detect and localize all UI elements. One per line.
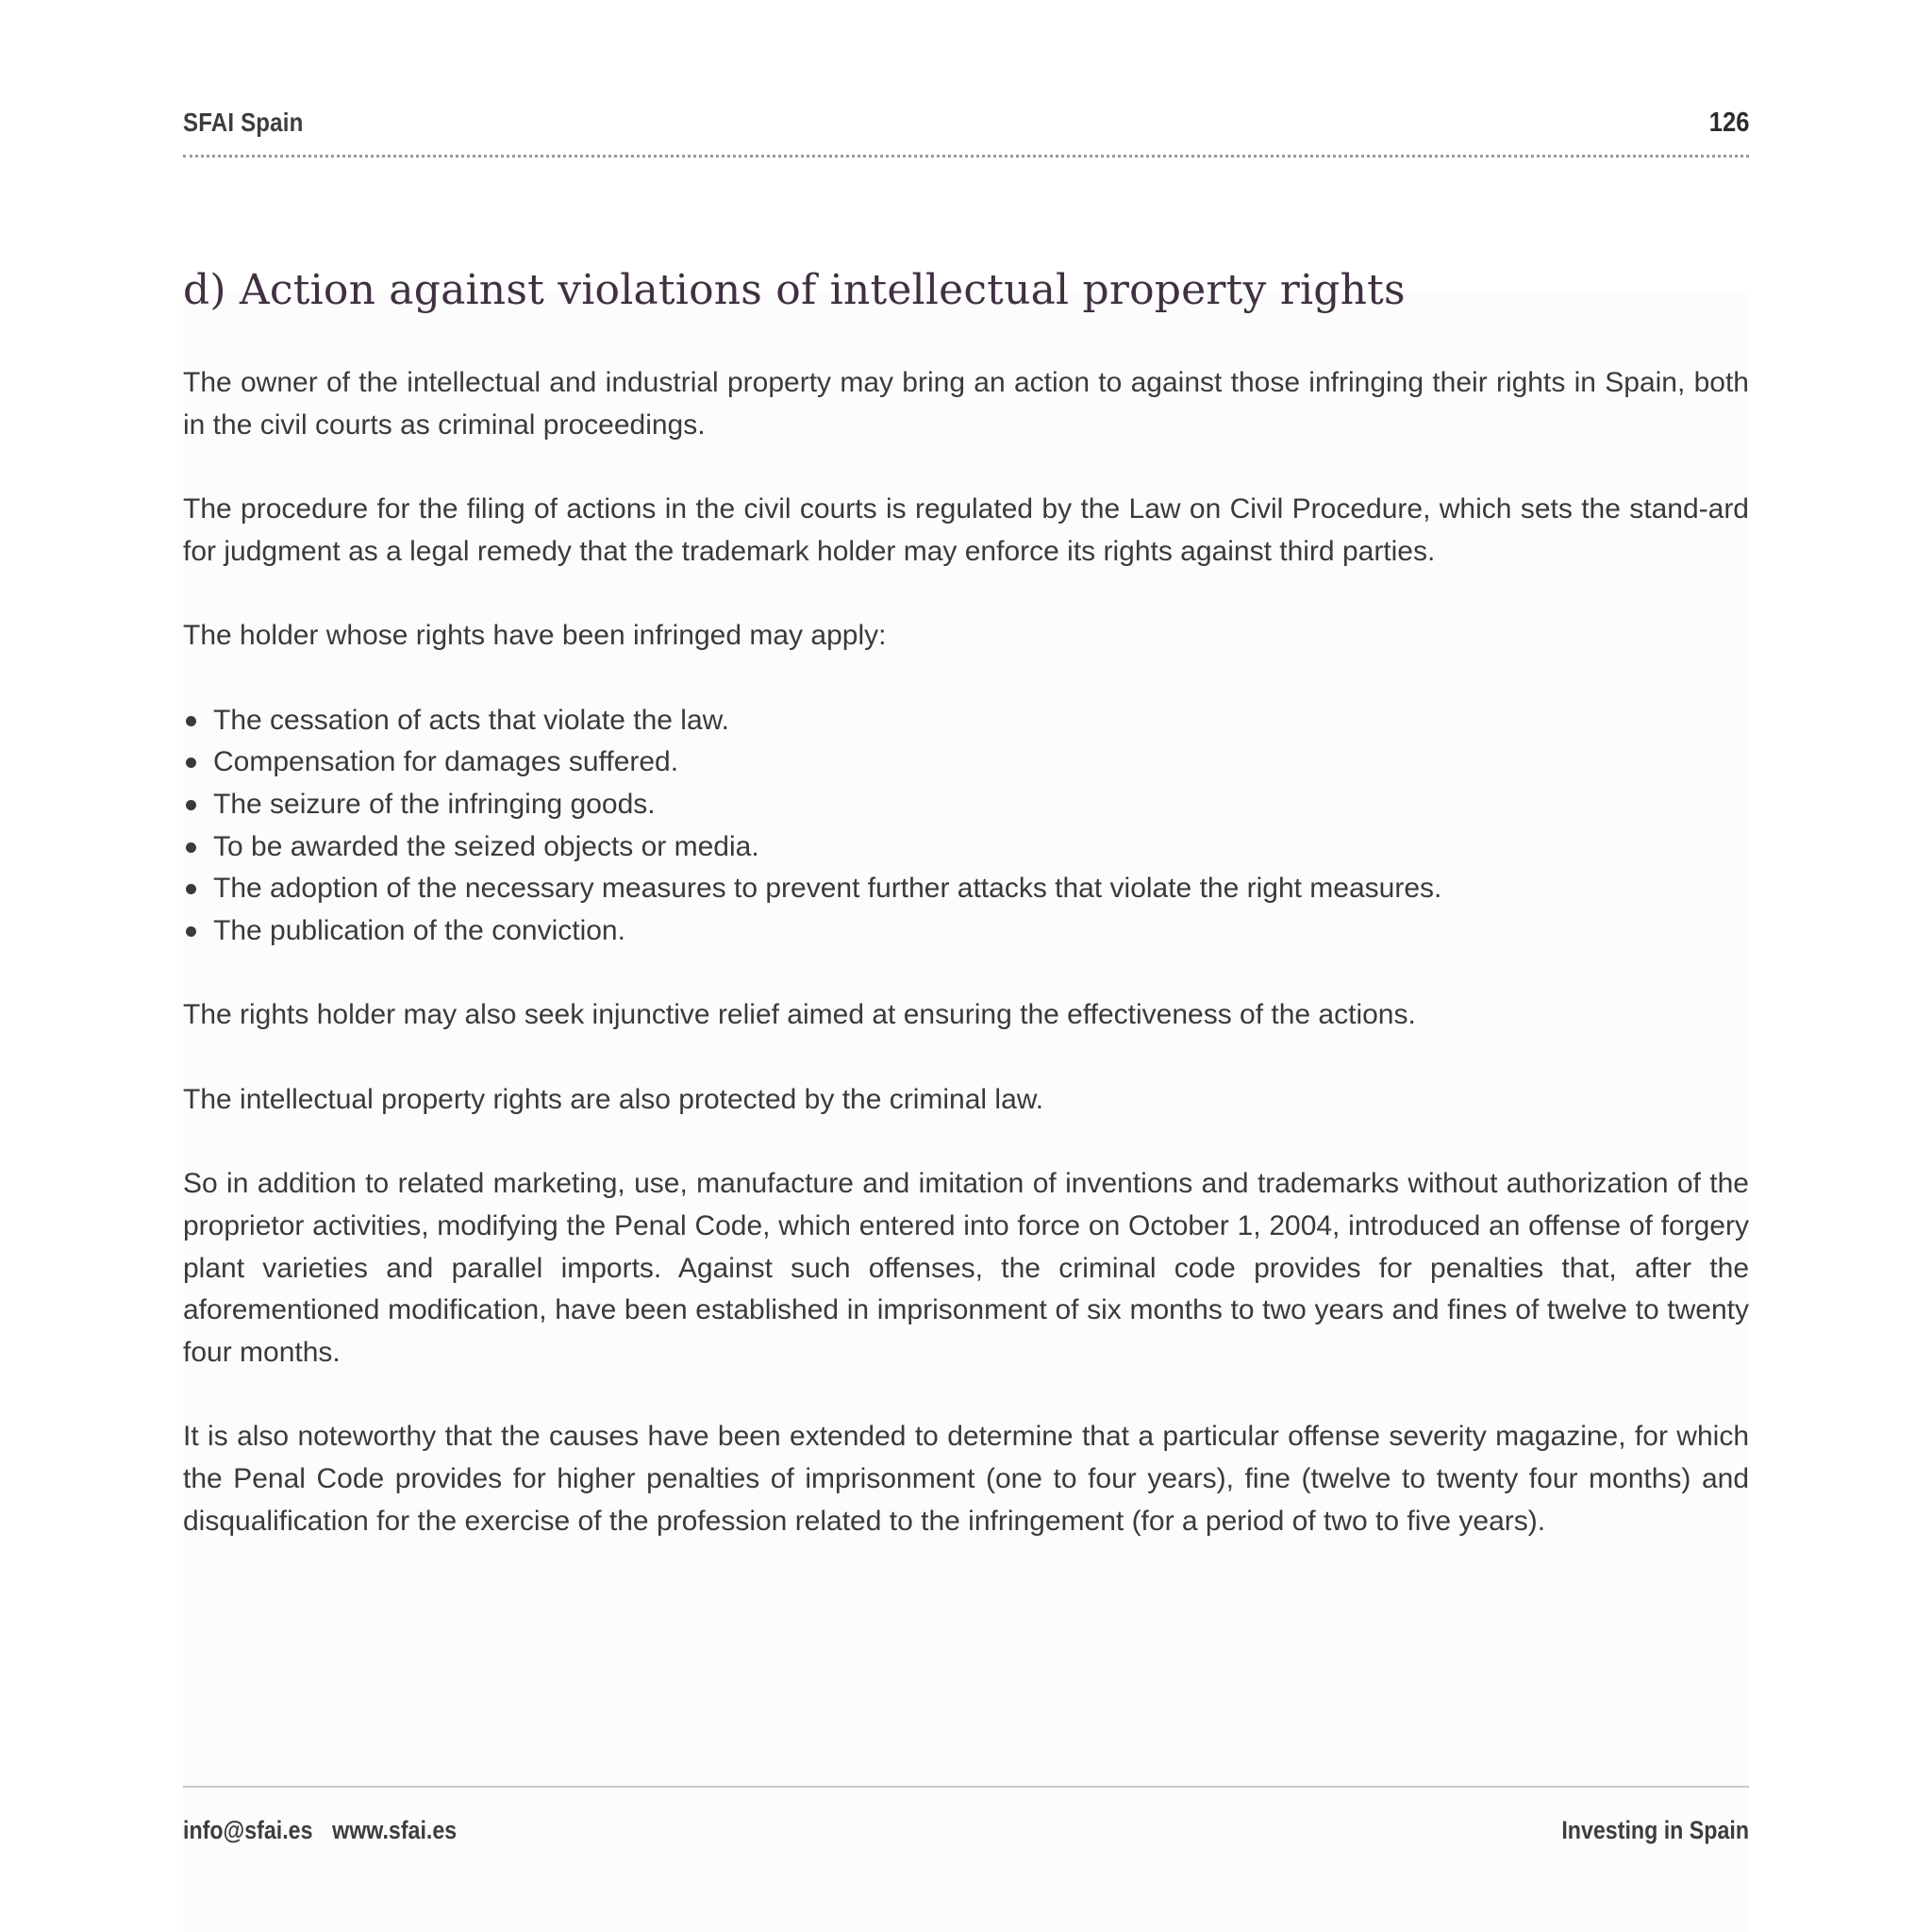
main-content: [183, 362, 1749, 1585]
footer-contact: [183, 1816, 457, 1845]
list-item: [183, 741, 1749, 784]
bullet-icon: [186, 926, 196, 937]
list-item: [183, 826, 1749, 869]
list-item: [183, 784, 1749, 826]
list-item-text: The publication of the conviction.: [213, 915, 625, 947]
list-item-text: The cessation of acts that violate the law.: [213, 704, 729, 736]
header-dotted-divider: [183, 155, 1749, 158]
list-item: [183, 700, 1749, 742]
paragraph-3: The holder whose rights have been infringed may apply:: [183, 620, 887, 652]
page-number: 126: [1708, 108, 1749, 138]
header-company-name: SFAI Spain: [183, 108, 304, 137]
paragraph-6: So in addition to related marketing, use, manufacture and imitation of inventions and trademarks without authorization of the proprietor activities, modifying the Penal Code, which entered into force on October 1, 2004, introduced an offense of forgery plant varieties and parallel imports. Against such offenses, the criminal code provides for penalties that, after the aforementioned modification, have been established in imprisonment of six months to two years and fines of twelve to twenty four months.: [183, 1168, 1749, 1369]
remedies-list: [183, 700, 1749, 953]
paragraph-5: The intellectual property rights are also protected by the criminal law.: [183, 1083, 1044, 1115]
bullet-icon: [186, 842, 196, 853]
paragraph-4: The rights holder may also seek injunctive relief aimed at ensuring the effectiveness of the actions.: [183, 999, 1416, 1031]
list-item: [183, 910, 1749, 953]
bullet-icon: [186, 800, 196, 810]
footer-publication-title: Investing in Spain: [1561, 1816, 1749, 1844]
list-item-text: To be awarded the seized objects or media.: [213, 830, 759, 862]
section-title: d) Action against violations of intellectual property rights: [183, 266, 1406, 314]
paragraph-1: The owner of the intellectual and industrial property may bring an action to against those infringing their rights in Spain, both in the civil courts as criminal proceedings.: [183, 367, 1749, 441]
list-item-text: Compensation for damages suffered.: [213, 746, 679, 778]
bullet-icon: [186, 716, 196, 726]
email-link[interactable]: info@sfai.es: [183, 1816, 313, 1844]
footer-divider: [183, 1786, 1749, 1788]
paragraph-2: The procedure for the filing of actions in the civil courts is regulated by the Law on Civil Procedure, which sets the stand-ard for judgment as a legal remedy that the trademark holder may enforce its rights against third parties.: [183, 493, 1749, 567]
paragraph-7: It is also noteworthy that the causes have been extended to determine that a particular offense severity magazine, for which the Penal Code provides for higher penalties of imprisonment (one to four years), fine (twelve to twenty four months) and disqualification for the exercise of the profession related to the infringement (for a period of two to five years).: [183, 1421, 1749, 1537]
page-header: [183, 106, 1749, 153]
list-item-text: The seizure of the infringing goods.: [213, 788, 656, 820]
website-link[interactable]: www.sfai.es: [332, 1816, 458, 1844]
bullet-icon: [186, 884, 196, 894]
list-item-text: The adoption of the necessary measures to prevent further attacks that violate the right measures.: [213, 873, 1442, 905]
page-footer: [183, 1816, 1749, 1854]
bullet-icon: [186, 758, 196, 768]
list-item: [183, 868, 1749, 910]
